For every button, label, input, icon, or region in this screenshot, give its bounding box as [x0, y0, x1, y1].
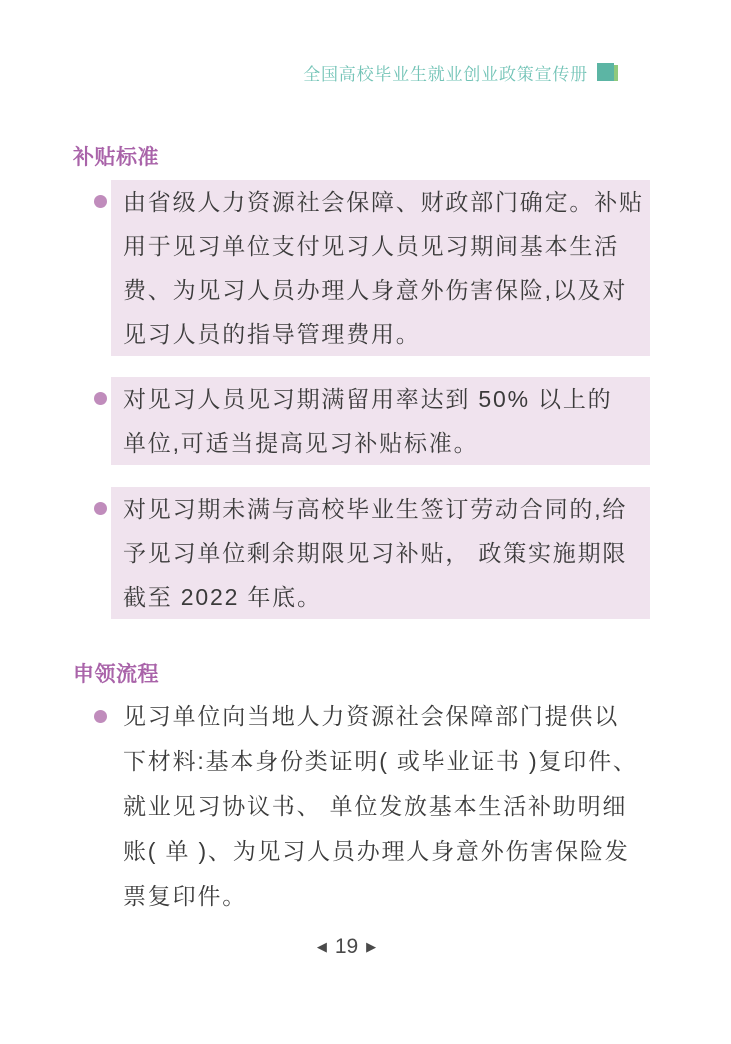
text-line: 予见习单位剩余期限见习补贴， 政策实施期限	[123, 540, 628, 566]
text-line: 单位,可适当提高见习补贴标准。	[123, 430, 479, 456]
text-line: 由省级人力资源社会保障、财政部门确定。补贴	[123, 189, 644, 215]
bullet-item-subsidy-3	[111, 487, 650, 619]
prev-page-icon[interactable]: ◀	[316, 939, 327, 954]
text-line: 票复印件。	[123, 883, 247, 909]
booklet-square-icon	[597, 62, 618, 83]
next-page-icon[interactable]: ▶	[366, 939, 377, 954]
bullet-dot-icon	[94, 710, 107, 723]
page-number: 19	[334, 935, 359, 958]
page-header	[303, 60, 618, 85]
header-title: 全国高校毕业生就业创业政策宣传册	[303, 65, 588, 84]
text-line: 下材料:基本身份类证明( 或毕业证书 )复印件、	[123, 748, 638, 774]
text-line: 见习人员的指导管理费用。	[123, 321, 421, 347]
text-line: 账( 单 )、为见习人员办理人身意外伤害保险发	[123, 838, 630, 864]
bullet-item-subsidy-1	[111, 180, 650, 356]
bullet-dot-icon	[94, 195, 107, 208]
page-footer	[0, 932, 731, 962]
text-line: 见习单位向当地人力资源社会保障部门提供以	[123, 703, 619, 729]
text-line: 费、为见习人员办理人身意外伤害保险,以及对	[123, 277, 628, 303]
text-line: 对见习期未满与高校毕业生签订劳动合同的,给	[123, 496, 628, 522]
square-icon-front	[597, 63, 614, 81]
bullet-item-subsidy-2	[111, 377, 650, 465]
bullet-dot-icon	[94, 392, 107, 405]
section-heading-application-process: 申领流程	[73, 663, 159, 686]
bullet-dot-icon	[94, 502, 107, 515]
text-line: 对见习人员见习期满留用率达到 50% 以上的	[123, 386, 613, 412]
text-line: 用于见习单位支付见习人员见习期间基本生活	[123, 233, 619, 259]
section-heading-subsidy-standard: 补贴标准	[73, 146, 159, 169]
text-line: 截至 2022 年底。	[123, 584, 322, 610]
text-line: 就业见习协议书、 单位发放基本生活补助明细	[123, 793, 628, 819]
bullet-item-process-1	[111, 694, 650, 919]
